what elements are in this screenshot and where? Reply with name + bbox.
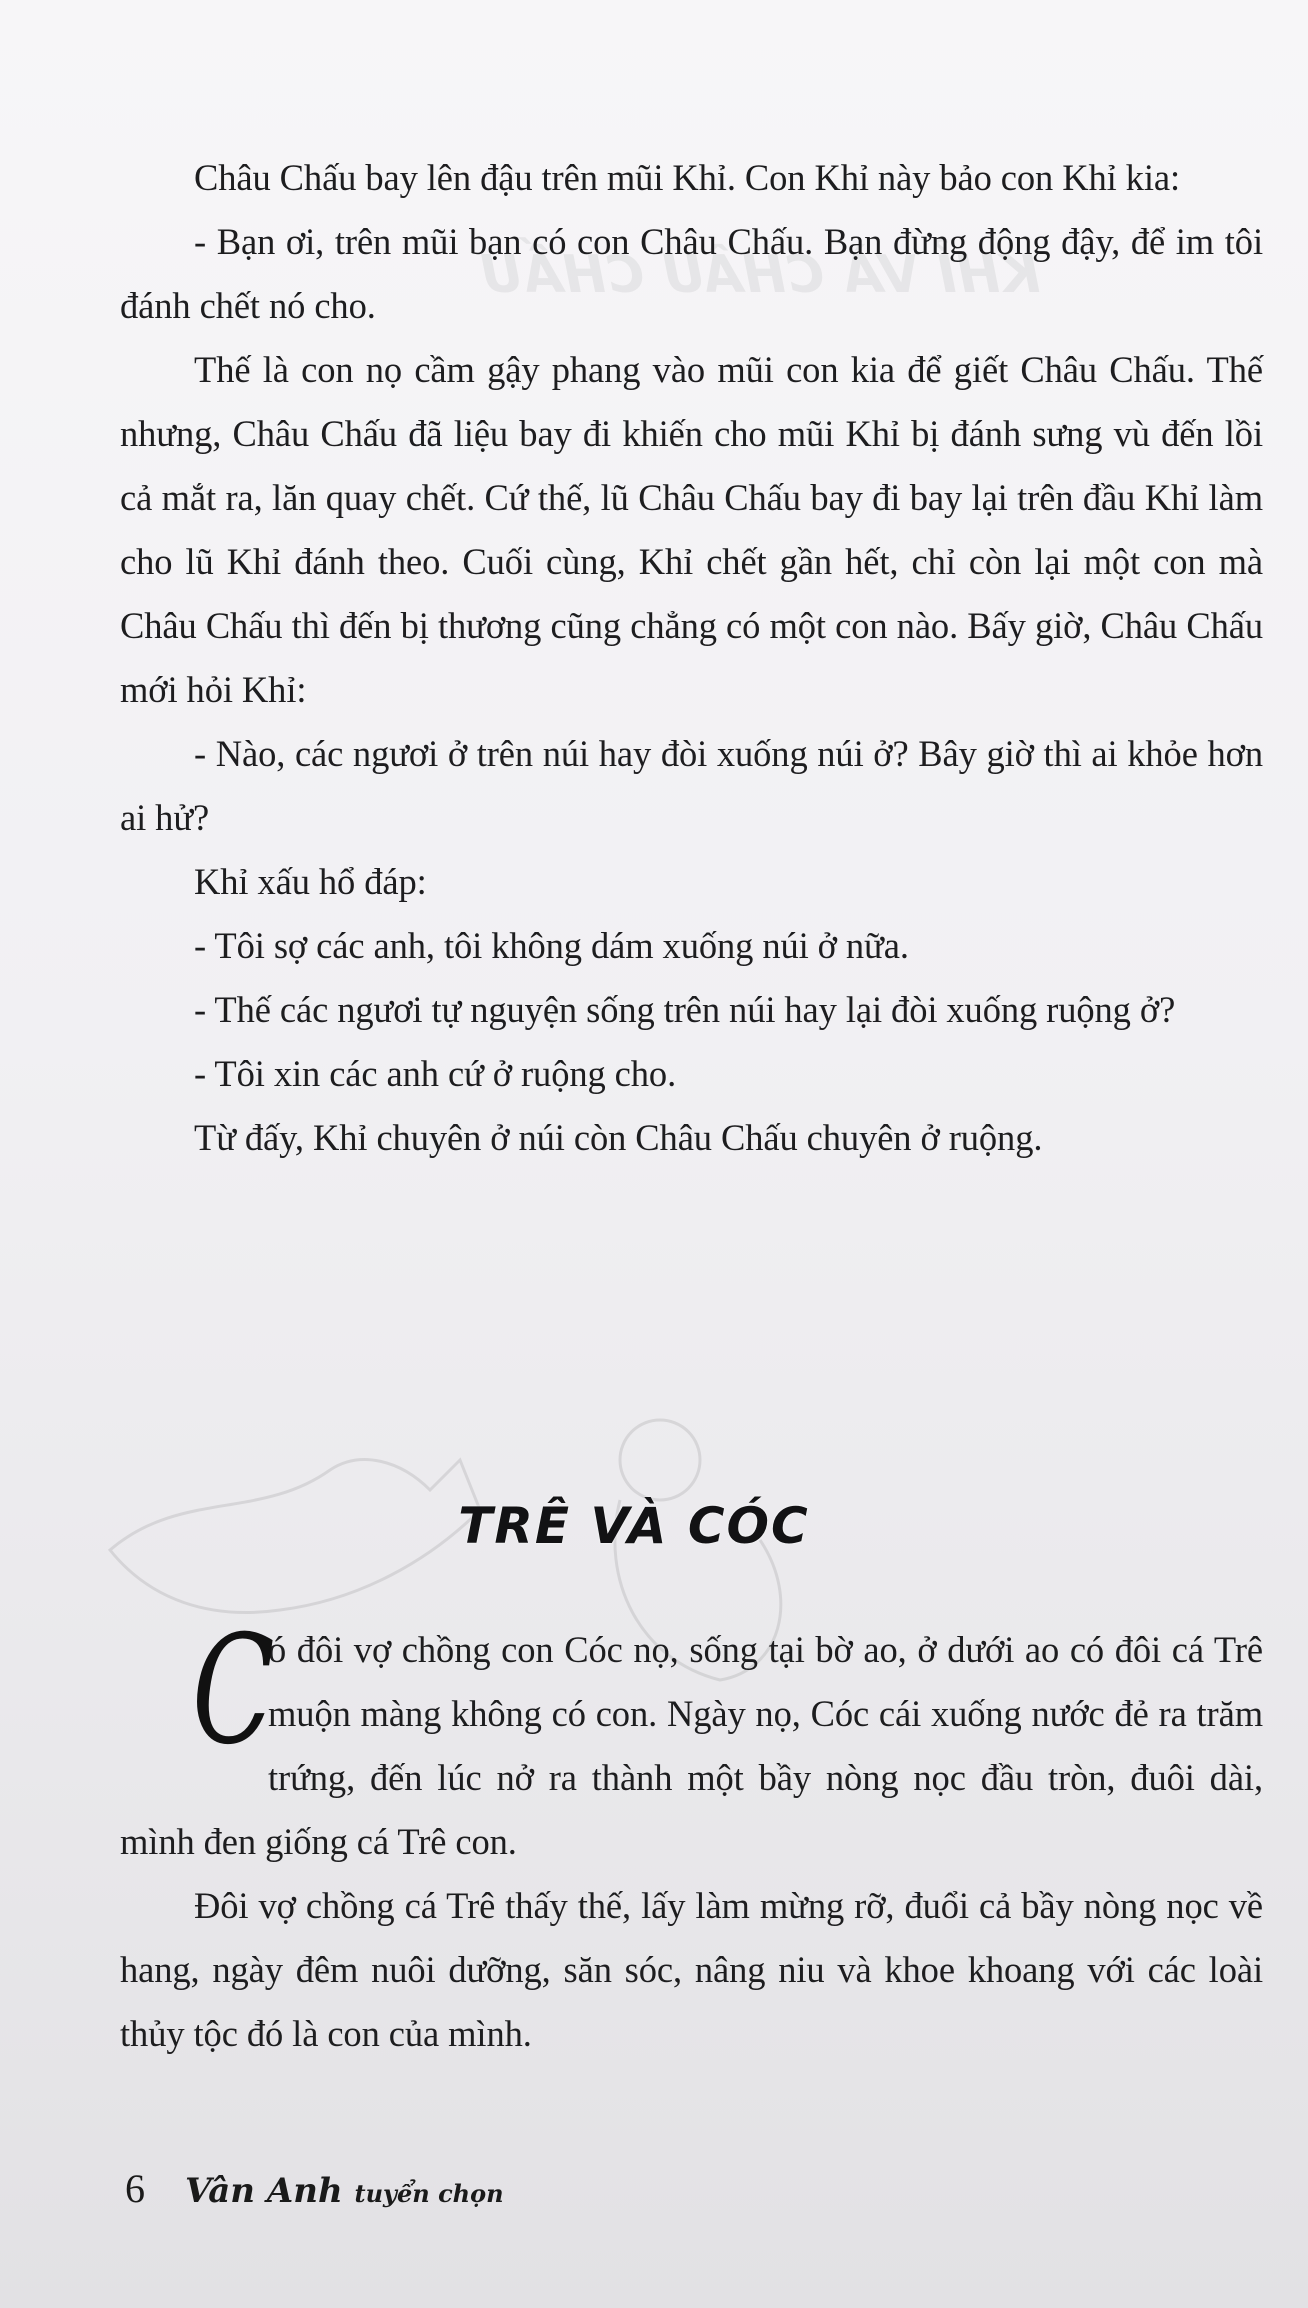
paragraph: Thế là con nọ cầm gậy phang vào mũi con kia để giết Châu Chấu. Thế nhưng, Châu Chấu đã liệu bay đi khiến cho mũi Khỉ bị đánh sưng vù đến lồi cả mắt ra, lăn quay chết. Cứ thế, lũ Châu Chấu bay đi bay lại trên đầu Khỉ làm cho lũ Khỉ đánh theo. Cuối cùng, Khỉ chết gần hết, chỉ còn lại một con mà Châu Chấu thì đến bị thương cũng chẳng có một con nào. Bấy giờ, Châu Chấu mới hỏi Khỉ:	[120, 349, 1263, 710]
show-through-title: KHỈ VÀ CHÂU CHẤU	[480, 245, 1041, 305]
paragraph: Đôi vợ chồng cá Trê thấy thế, lấy làm mừng rỡ, đuổi cả bầy nòng nọc về hang, ngày đêm nuôi dưỡng, săn sóc, nâng niu và khoe khoang với các loài thủy tộc đó là con của mình.	[120, 1885, 1263, 2054]
paragraph: - Nào, các ngươi ở trên núi hay đòi xuống núi ở? Bây giờ thì ai khỏe hơn ai hử?	[120, 733, 1263, 838]
story-continuation	[120, 146, 1263, 1170]
paragraph: - Tôi xin các anh cứ ở ruộng cho.	[194, 1053, 677, 1094]
story-title: TRÊ VÀ CÓC	[458, 1497, 810, 1555]
editor-name: Vân Anh	[185, 2171, 343, 2211]
paragraph: - Thế các ngươi tự nguyện sống trên núi hay lại đòi xuống ruộng ở?	[194, 989, 1176, 1030]
paragraph: Châu Chấu bay lên đậu trên mũi Khỉ. Con Khỉ này bảo con Khỉ kia:	[194, 157, 1181, 198]
paragraph: ó đôi vợ chồng con Cóc nọ, sống tại bờ ao, ở dưới ao có đôi cá Trê muộn màng không có con. Ngày nọ, Cóc cái xuống nước đẻ ra trăm trứng, đến lúc nở ra thành một bầy nòng nọc đầu tròn, đuôi dài, mình đen giống cá Trê con.	[120, 1629, 1263, 1862]
paragraph: - Tôi sợ các anh, tôi không dám xuống núi ở nữa.	[194, 925, 909, 966]
page-number: 6	[125, 2166, 145, 2211]
paragraph: - Bạn ơi, trên mũi bạn có con Châu Chấu. Bạn đừng động đậy, để im tôi đánh chết nó cho.	[120, 221, 1263, 326]
paragraph: Khỉ xấu hổ đáp:	[194, 861, 427, 902]
editor-credit	[185, 2171, 504, 2211]
paragraph: Từ đấy, Khỉ chuyên ở núi còn Châu Chấu chuyên ở ruộng.	[194, 1117, 1043, 1158]
editor-credit-suffix: tuyển chọn	[354, 2179, 504, 2208]
drop-cap: C	[192, 1604, 275, 1778]
page-footer	[125, 2165, 504, 2212]
story-opening	[120, 1604, 1263, 2066]
